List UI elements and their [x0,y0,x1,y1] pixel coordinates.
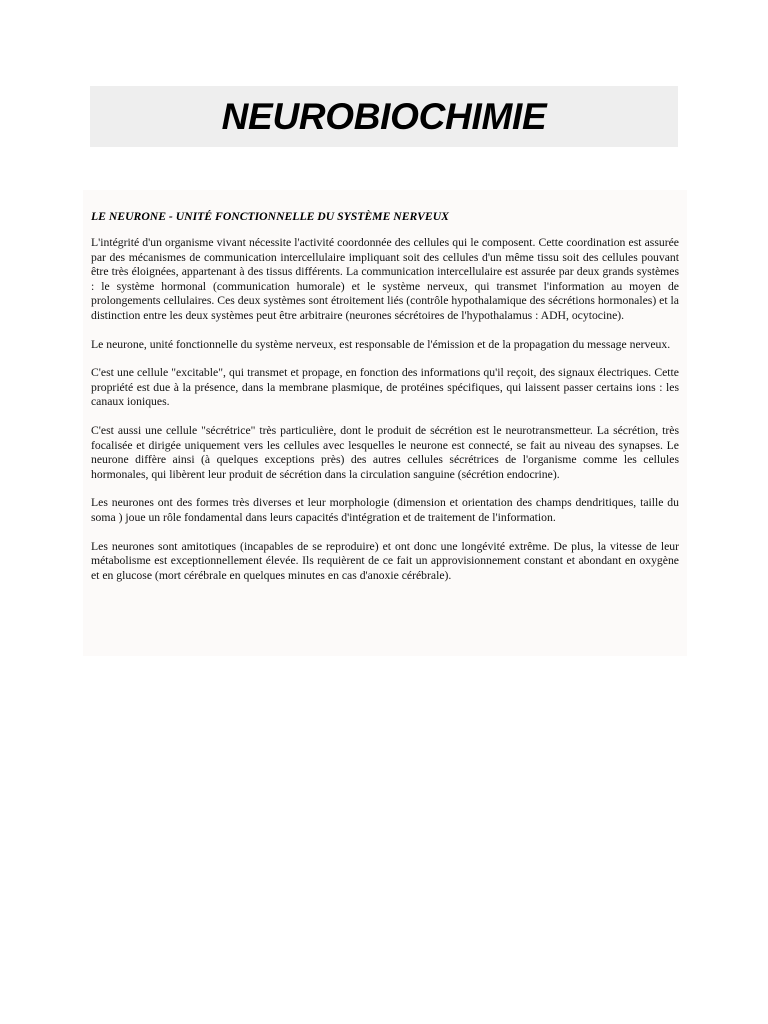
page-title: NEUROBIOCHIMIE [221,95,547,137]
paragraph-secretory: C'est aussi une cellule "sécrétrice" très particulière, dont le produit de sécrétion est le neurotransmetteur. La sécrétion, très focalisée et dirigée uniquement vers les cellules avec lesquelles le neurone est connecté, se fait au niveau des synapses. Le neurone diffère ainsi (à quelques exceptions près) des autres cellules sécrétrices de l'organisme comme les cellules hormonales, qui libèrent leur produit de sécrétion dans la circulation sanguine (sécrétion endocrine). [91,423,679,481]
section-heading: LE NEURONE - UNITÉ FONCTIONNELLE DU SYSTÈME NERVEUX [91,210,449,223]
content-panel [83,190,687,656]
paragraph-morphology: Les neurones ont des formes très diverses et leur morphologie (dimension et orientation des champs dendritiques, taille du soma ) joue un rôle fondamental dans leurs capacités d'intégration et de traitement de l'information. [91,496,679,524]
title-banner [90,86,678,147]
paragraph-neuron-unit: Le neurone, unité fonctionnelle du système nerveux, est responsable de l'émission et de la propagation du message nerveux. [91,337,671,351]
paragraph-amitotic: Les neurones sont amitotiques (incapables de se reproduire) et ont donc une longévité extrême. De plus, la vitesse de leur métabolisme est exceptionnellement élevée. Ils requièrent de ce fait un approvisionnement constant et abondant en oxygène et en glucose (mort cérébrale en quelques minutes en cas d'anoxie cérébrale). [91,539,679,582]
paragraph-integrity: L'intégrité d'un organisme vivant nécessite l'activité coordonnée des cellules qui le composent. Cette coordination est assurée par des mécanismes de communication intercellulaire impliquant soit des cellules d'un même tissu soit des cellules pouvant être très éloignées, appartenant à des tissus différents. La communication intercellulaire est assurée par deux grands systèmes : le système hormonal (communication humorale) et le système nerveux, qui transmet l'information au moyen de prolongements cellulaires. Ces deux systèmes sont étroitement liés (contrôle hypothalamique des sécrétions hormonales) et la distinction entre les deux systèmes peut être arbitraire (neurones sécrétoires de l'hypothalamus : ADH, ocytocine). [91,236,679,322]
paragraph-excitable: C'est une cellule "excitable", qui transmet et propage, en fonction des informations qu'il reçoit, des signaux électriques. Cette propriété est due à la présence, dans la membrane plasmique, de protéines spécifiques, qui laissent passer certains ions : les canaux ioniques. [91,366,679,409]
